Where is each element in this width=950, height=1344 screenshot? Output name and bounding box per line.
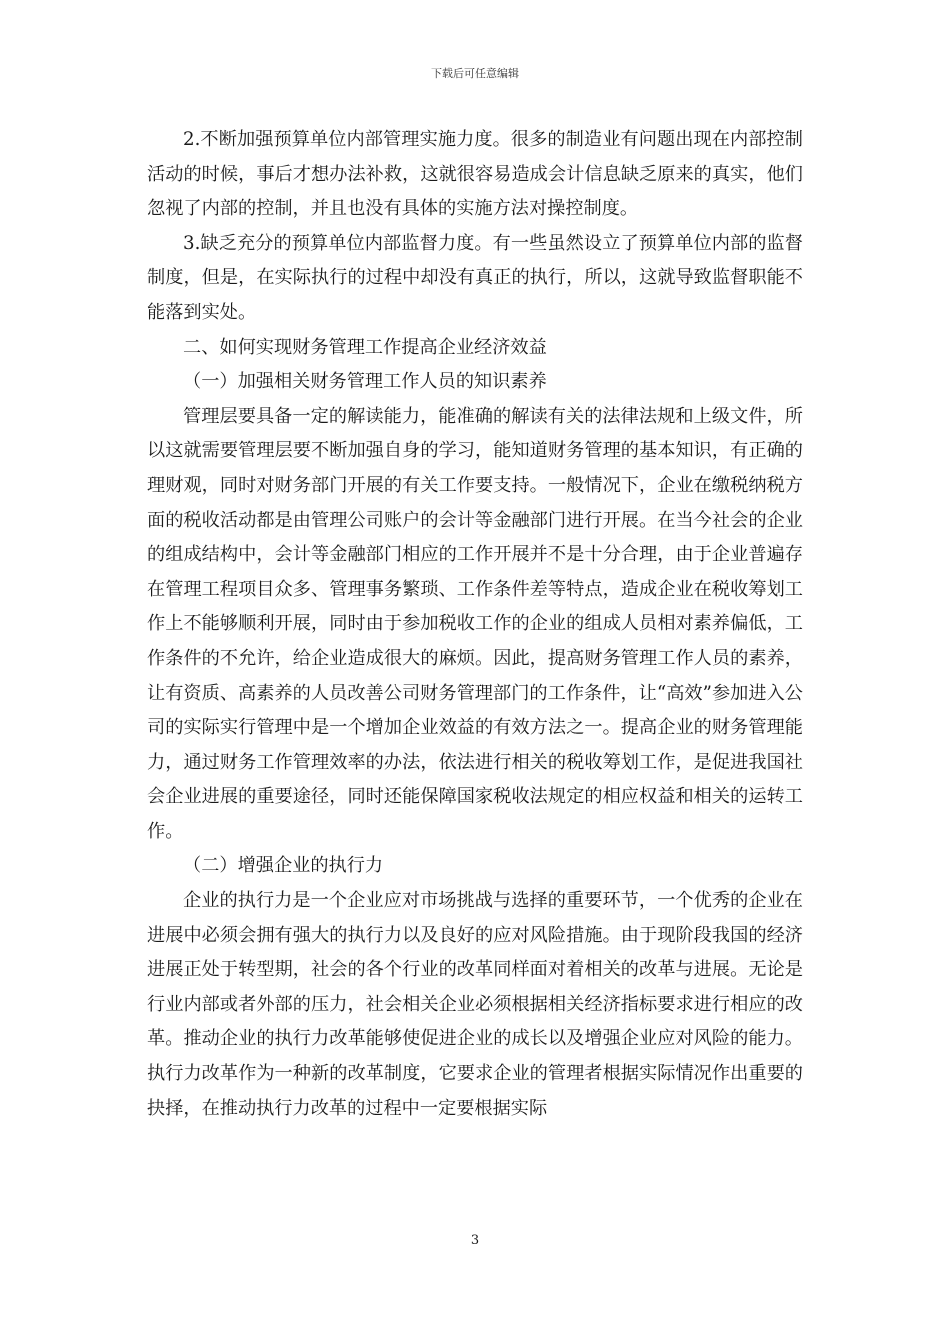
paragraph-knowledge-literacy: 管理层要具备一定的解读能力，能准确的解读有关的法律法规和上级文件，所以这就需要管理层要不断加强自身的学习，能知道财务管理的基本知识，有正确的理财观，同时对财务部门开展的有关工作要支持。一般情况下，企业在缴税纳税方面的税收活动都是由管理公司账户的会计等金融部门进行开展。在当今社会的企业的组成结构中，会计等金融部门相应的工作开展并不是十分合理，由于企业普遍存在管理工程项目众多、管理事务繁琐、工作条件差等特点，造成企业在税收筹划工作上不能够顺利开展，同时由于参加税收工作的企业的组成人员相对素养偏低，工作条件的不允许，给企业造成很大的麻烦。因此，提高财务管理工作人员的素养，让有资质、高素养的人员改善公司财务管理部门的工作条件，让“高效”参加进入公司的实际实行管理中是一个增加企业效益的有效方法之一。提高企业的财务管理能力，通过财务工作管理效率的办法，依法进行相关的税收筹划工作，是促进我国社会企业进展的重要途径，同时还能保障国家税收法规定的相应权益和相关的运转工作。 xyxy=(147,405,803,842)
page-number: 3 xyxy=(470,1233,480,1248)
subsection-heading-1: （一）加强相关财务管理工作人员的知识素养 xyxy=(183,371,547,393)
paragraph-budget-supervision: 3.缺乏充分的预算单位内部监督力度。有一些虽然设立了预算单位内部的监督制度，但是，在实际执行的过程中却没有真正的执行，所以，这就导致监督职能不能落到实处。 xyxy=(147,232,803,323)
section-heading-2: 二、如何实现财务管理工作提高企业经济效益 xyxy=(183,336,547,358)
subsection-heading-2: （二）增强企业的执行力 xyxy=(183,855,384,877)
paragraph-execution-power: 企业的执行力是一个企业应对市场挑战与选择的重要环节，一个优秀的企业在进展中必须会拥有强大的执行力以及良好的应对风险措施。由于现阶段我国的经济进展正处于转型期，社会的各个行业的改革同样面对着相关的改革与进展。无论是行业内部或者外部的压力，社会相关企业必须根据相关经济指标要求进行相应的改革。推动企业的执行力改革能够使促进企业的成长以及增强企业应对风险的能力。执行力改革作为一种新的改革制度，它要求企业的管理者根据实际情况作出重要的抉择，在推动执行力改革的过程中一定要根据实际 xyxy=(147,890,803,1119)
document-body xyxy=(147,123,803,1126)
page-header: 下载后可任意编辑 xyxy=(431,67,519,80)
paragraph-budget-management: 2.不断加强预算单位内部管理实施力度。很多的制造业有问题出现在内部控制活动的时候，事后才想办法补救，这就很容易造成会计信息缺乏原来的真实，他们忽视了内部的控制，并且也没有具体的实施方法对操控制度。 xyxy=(147,129,803,220)
